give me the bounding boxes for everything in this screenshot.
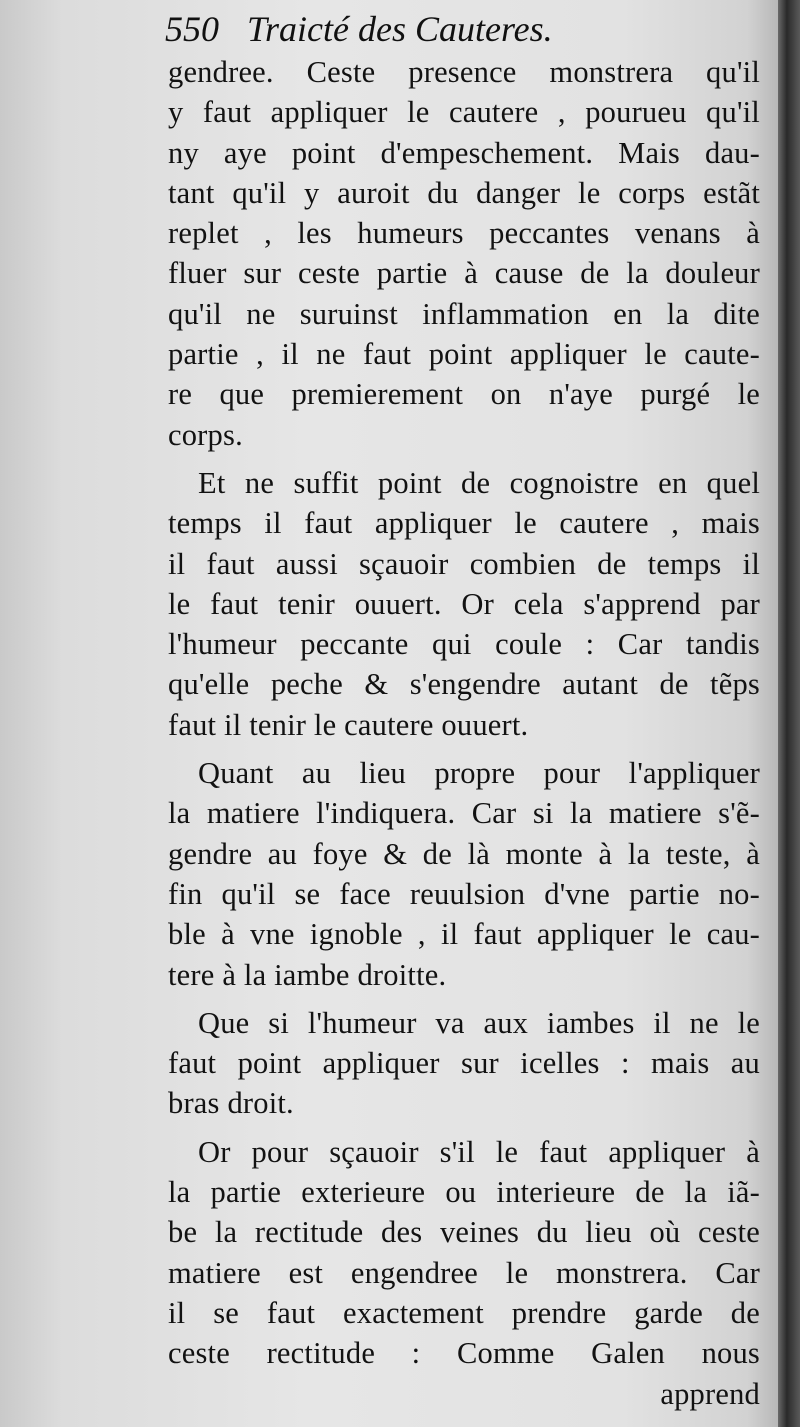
text-line: fluer sur ceste partie à cause de la douleur xyxy=(168,256,760,291)
text-line: tere à la iambe droitte. xyxy=(168,957,447,992)
paragraph xyxy=(168,753,760,995)
text-line: y faut appliquer le cautere , pourueu qu'il xyxy=(168,95,760,130)
page-edge xyxy=(778,0,800,1427)
running-header xyxy=(165,8,553,50)
text-line: faut point appliquer sur icelles : mais au xyxy=(168,1046,760,1081)
text-line: gendre au foye & de là monte à la teste, à xyxy=(168,836,760,871)
text-line: gendree. Ceste presence monstrera qu'il xyxy=(168,55,760,89)
page-number: 550 xyxy=(165,9,219,49)
text-line: ceste rectitude : Comme Galen nous xyxy=(168,1336,760,1371)
text-line: be la rectitude des veines du lieu où ceste xyxy=(168,1215,760,1250)
text-line: le faut tenir ouuert. Or cela s'apprend par xyxy=(168,586,760,621)
text-line: Quant au lieu propre pour l'appliquer xyxy=(198,756,760,791)
text-line: re que premierement on n'aye purgé le xyxy=(168,377,760,412)
text-line: Or pour sçauoir s'il le faut appliquer à xyxy=(198,1134,760,1169)
text-line: ble à vne ignoble , il faut appliquer le cau- xyxy=(168,917,760,952)
paragraph xyxy=(168,52,760,455)
text-line: faut il tenir le cautere ouuert. xyxy=(168,707,529,742)
paragraph xyxy=(168,1132,760,1374)
catchword: apprend xyxy=(660,1376,760,1411)
text-line: la partie exterieure ou interieure de la iã- xyxy=(168,1175,760,1210)
text-line: temps il faut appliquer le cautere , mais xyxy=(168,506,760,541)
text-line: corps. xyxy=(168,417,243,452)
text-line: l'humeur peccante qui coule : Car tandis xyxy=(168,627,760,662)
text-line: replet , les humeurs peccantes venans à xyxy=(168,216,760,251)
text-line: la matiere l'indiquera. Car si la matiere s'ẽ- xyxy=(168,796,760,831)
text-line: tant qu'il y auroit du danger le corps estãt xyxy=(168,175,760,210)
paragraph xyxy=(168,1003,760,1124)
body-text xyxy=(168,52,760,1414)
text-line: qu'elle peche & s'engendre autant de tẽps xyxy=(168,667,760,702)
text-line: matiere est engendree le monstrera. Car xyxy=(168,1255,760,1290)
text-line: il se faut exactement prendre garde de xyxy=(168,1295,760,1330)
text-line: bras droit. xyxy=(168,1086,294,1121)
text-line: il faut aussi sçauoir combien de temps il xyxy=(168,546,760,581)
paragraph xyxy=(168,463,760,745)
text-line: partie , il ne faut point appliquer le caute- xyxy=(168,337,760,372)
text-line: Et ne suffit point de cognoistre en quel xyxy=(198,465,760,500)
text-line: qu'il ne suruinst inflammation en la dite xyxy=(168,296,760,331)
text-line: Que si l'humeur va aux iambes il ne le xyxy=(198,1005,760,1040)
text-line: fin qu'il se face reuulsion d'vne partie no- xyxy=(168,876,760,911)
running-title: Traicté des Cauteres. xyxy=(247,9,553,49)
text-line: ny aye point d'empeschement. Mais dau- xyxy=(168,135,760,170)
